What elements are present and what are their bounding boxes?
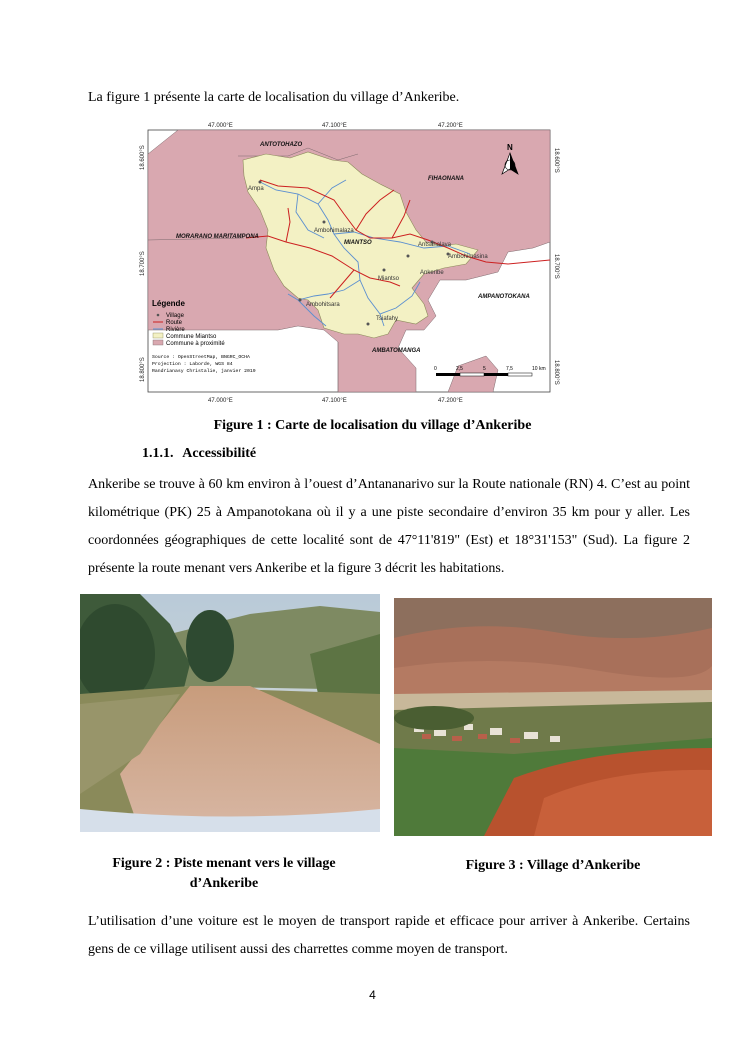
map-coord-left-1: 18.600°S <box>140 145 146 170</box>
commune-label-miantso: MIANTSO <box>344 240 372 246</box>
village-label-ampa: Ampa <box>248 186 264 192</box>
map-coord-right-2: 18.700°S <box>553 254 559 279</box>
legend-commune-proximite: Commune à proximité <box>166 341 225 347</box>
map-coord-bottom-3: 47.200°E <box>438 398 463 404</box>
legend-title: Légende <box>152 299 185 308</box>
commune-label-ampanotokana: AMPANOTOKANA <box>478 294 530 300</box>
section-title: Accessibilité <box>182 446 257 461</box>
map-coord-right-3: 18.800°S <box>553 360 559 385</box>
svg-text:0: 0 <box>434 366 437 372</box>
legend-riviere: Rivière <box>166 327 185 333</box>
svg-text:7,5: 7,5 <box>506 366 513 372</box>
commune-label-antotohazo: ANTOTOHAZO <box>260 142 303 148</box>
transport-paragraph: L’utilisation d’une voiture est le moyen de transport rapide et efficace pour arriver à Ankeribe. Certains gens de ce village utilisent aussi des charrettes comme moyen de transport. <box>88 914 690 957</box>
village-label-ambohitsara: Ambohitsara <box>306 302 340 308</box>
intro-paragraph: La figure 1 présente la carte de localisation du village d’Ankeribe. <box>88 90 460 105</box>
location-map <box>136 118 568 408</box>
accessibility-paragraph: Ankeribe se trouve à 60 km environ à l’ouest d’Antananarivo sur la Route nationale (RN) 4. C’est au point kilométrique (PK) 25 à Ampanotokana où il y a une piste secondaire d’environ 35 km pour y aller. Les coordonnées géographiques de cette localité sont de 47°11'819" (Est) et 18°31'153" (Sud). La figure 2 présente la route menant vers Ankeribe et la figure 3 décrit les habitations. <box>88 477 690 576</box>
map-coord-top-3: 47.200°E <box>438 123 463 129</box>
map-coord-right-1: 18.600°S <box>553 148 559 173</box>
village-label-ankeribe: Ankeribe <box>420 270 444 276</box>
legend-commune-miantso: Commune Miantso <box>166 334 217 340</box>
figure-1-caption: Figure 1 : Carte de localisation du village d’Ankeribe <box>213 418 532 433</box>
figure-2-caption: Figure 2 : Piste menant vers le village d’Ankeribe <box>112 856 336 891</box>
map-coord-top-1: 47.000°E <box>208 123 233 129</box>
map-coord-bottom-2: 47.100°E <box>322 398 347 404</box>
svg-text:N: N <box>507 143 513 152</box>
village-label-antsahalava: Antsahalava <box>418 242 452 248</box>
map-source-line-1: Source : OpenStreetMap, BNGRC_OCHA <box>152 355 250 360</box>
svg-text:2,5: 2,5 <box>456 366 463 372</box>
map-coord-top-2: 47.100°E <box>322 123 347 129</box>
section-number: 1.1.1. <box>142 446 174 461</box>
legend-route: Route <box>166 320 183 326</box>
map-coord-left-3: 18.800°S <box>140 357 146 382</box>
page-number: 4 <box>369 988 376 1002</box>
commune-label-morarano: MORARANO MARITAMPONA <box>176 234 259 240</box>
figure-2-photo <box>80 594 380 832</box>
village-label-tsiafahy: Tsiafahy <box>376 316 399 322</box>
map-source-line-3: Randrianasy Christalie, janvier 2019 <box>152 369 256 374</box>
commune-label-ambatomanga: AMBATOMANGA <box>372 348 421 354</box>
village-label-ambohimalaza: Ambohimalaza <box>314 228 354 234</box>
legend-village: Village <box>166 313 184 319</box>
section-heading <box>142 446 256 462</box>
map-source-line-2: Projection : Laborde, WGS 84 <box>152 362 233 367</box>
commune-label-fihaonana: FIHAONANA <box>428 176 464 182</box>
svg-text:5: 5 <box>483 366 486 372</box>
figure-3-photo <box>394 598 712 836</box>
village-label-ambohimasina: Ambohimasina <box>448 254 488 260</box>
map-coord-bottom-1: 47.000°E <box>208 398 233 404</box>
village-label-miantso: Miantso <box>378 276 400 282</box>
figure-3-caption: Figure 3 : Village d’Ankeribe <box>465 858 641 873</box>
svg-text:10 km: 10 km <box>532 366 546 372</box>
map-coord-left-2: 18.700°S <box>140 251 146 276</box>
